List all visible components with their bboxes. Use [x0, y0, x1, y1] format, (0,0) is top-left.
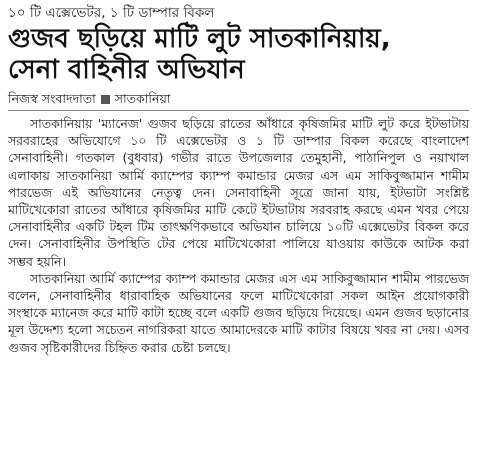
paragraph: সাতকানিয়া আর্মি ক্যাম্পের ক্যাম্প কমান্ডার মেজর এস এম সাকিবুজ্জামান শামীম পারভেজ বলেন, সেনাবাহিনীর ধারাবাহিক অভিযানের ফলে মাটিখেকোরা সকল আইন প্রয়োগকারী সংস্থাকে ম্যানেজ করে মাটি কাটা হচ্ছে বলে একটি গুজব ছড়িয়ে দিয়েছে। এমন গুজব ছড়ানোর মূল উদ্দেশ্য হলো সচেতন নাগরিকরা যাতে আমাদেরকে মাটি কাটার বিষয়ে খবর না দেয়। এসব গুজব সৃষ্টিকারীদের চিহ্নিত করার চেষ্টা চলছে। — [8, 270, 469, 355]
article-body — [8, 115, 469, 356]
location: সাতকানিয়া — [114, 91, 171, 106]
headline-line-1: গুজব ছড়িয়ে মাটি লুট সাতকানিয়ায়, — [8, 24, 391, 54]
headline — [8, 24, 469, 86]
paragraph: সাতকানিয়ায় 'ম্যানেজ' গুজব ছড়িয়ে রাতের আঁধারে কৃষিজমির মাটি লুট করে ইটভাটায় সরবরাহের অভিযোগে ১০ টি এক্সেভেটর ও ১ টি ডাম্পার বিকল করেছে বাংলাদেশ সেনাবাহিনী। গতকাল (বুধবার) গভীর রাতে উপজেলার তেমুহানী, পাঠানিপুল ও নয়াখাল এলাকায় সাতকানিয়া আর্মি ক্যাম্পের ক্যাম্প কমান্ডার মেজর এস এম সাকিবুজ্জামান শামীম পারভেজ এই অভিযানের নেতৃত্ব দেন। সেনাবাহিনী সূত্রে জানা যায়, ইটভাটা সংশ্লিষ্ট মাটিখেকোরা রাতের আঁধারে কৃষিজমির মাটি কেটে ইটভাটায় সরবরাহ করছে এমন খবর পেয়ে সেনাবাহিনীর একটি টহল টিম তাৎক্ষণিকভাবে অভিযান চালিয়ে ১০টি এক্সেভেটর বিকল করে দেন। সেনাবাহিনীর উপস্থিতি টের পেয়ে মাটিখেকোরা পালিয়ে যাওয়ায় কাউকে আটক করা সম্ভব হয়নি। — [8, 116, 469, 269]
kicker: ১০ টি এক্সেভেটর, ১ টি ডাম্পার বিকল — [8, 5, 215, 21]
byline — [8, 90, 469, 108]
headline-line-2: সেনা বাহিনীর অভিযান — [8, 55, 245, 85]
divider — [8, 110, 469, 111]
square-separator-icon — [101, 95, 110, 104]
reporter: নিজস্ব সংবাদদাতা — [8, 91, 96, 106]
